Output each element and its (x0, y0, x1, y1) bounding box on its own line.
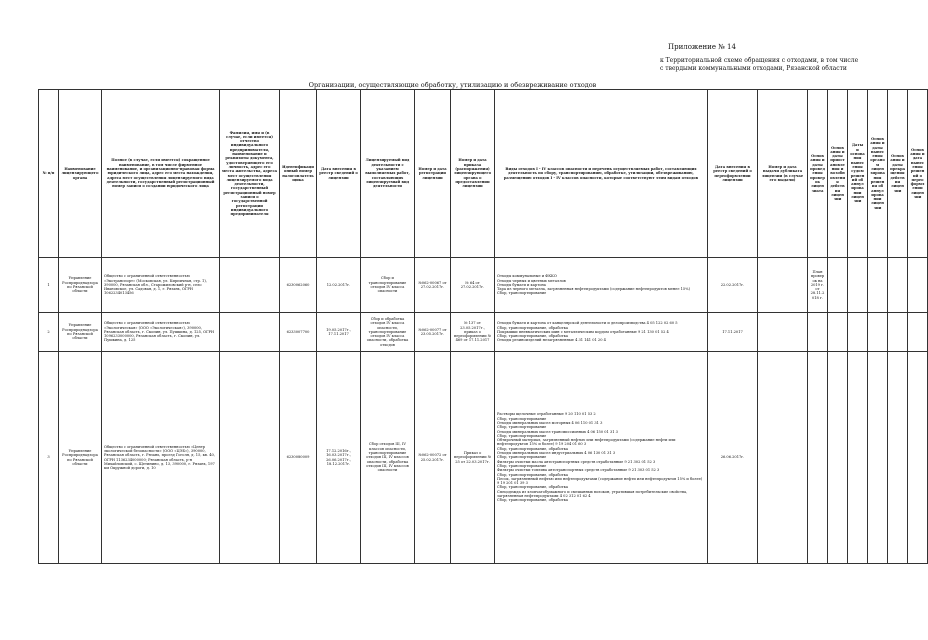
row-number: 1 (39, 258, 59, 313)
header-cell: № п/п (39, 90, 59, 258)
agency-cell: Управление Росприроднадзора по Рязанской области (59, 258, 102, 313)
waste-line: Сбор, транспортирование, обработка (497, 485, 569, 490)
annulment-cell (868, 352, 888, 564)
activity-cell: Сбор и обработка отходов IV класса опасности, транспортирование отходов IV класса опасности, обработка отходов (361, 313, 415, 352)
license-number-cell: №062-00072 от 25.02.2017г. (415, 352, 451, 564)
waste-line: Отходы черных и цветных металлов (497, 278, 566, 283)
order-cell: № 137 от 23.05.2017г., приказ о переоформлении № 469 от 17.11.2017 (451, 313, 495, 352)
agency-cell: Управление Росприроднадзора по Рязанской области (59, 352, 102, 564)
waste-line: Отходы минеральных масел трансмиссионных 4 06 150 01 31 3 (497, 429, 618, 434)
annulment-cell (868, 313, 888, 352)
waste-line: Сбор, транспортирование, обработка (497, 472, 569, 477)
duplicate-cell (758, 258, 808, 313)
row-number: 3 (39, 352, 59, 564)
inn-cell: 6230062060 (280, 258, 317, 313)
waste-line: Растворы щелочные отработанные 9 20 110 01 53 2 (497, 412, 596, 417)
waste-line: Сбор, транспортирование (497, 463, 547, 468)
waste-line: Отходы минеральных масел моторных 4 06 110 01 31 3 (497, 420, 603, 425)
person-cell (220, 258, 280, 313)
organization-cell: Общество с ограниченной ответственностью «Экотранспорт» (Московская, ул. Кирпичная, стр. 1), 390000, Рязанская обл., Старожиловский р-н, село Ивановское, ул. Садовая, д. 1, г. Рязань, ОГРН 1062234013456 (102, 258, 220, 313)
inn-cell: 6233007700 (280, 313, 317, 352)
waste-line: Покрышки пневматических шин с металлическим кордом отработанные 9 21 130 01 52 4 (497, 329, 669, 334)
person-cell (220, 352, 280, 564)
duplicate-cell (758, 352, 808, 564)
organization-cell: Общество с ограниченной ответственностью «Центр экологической безопасности» (ООО «ЦЭБ»), 390000, Рязанская область, г. Рязань, проезд Гоголя, д. 15, кв. 40, ОГРН 1136234000000; Рязанская область, р-н Михайловский, с. Щетинино, д. 13, 390000, г. Рязань, 197 км Окружной дороги, д. 10 (102, 352, 220, 564)
waste-line: Фильтры очистки топлива автотранспортных средств отработанные 9 21 303 01 52 3 (497, 468, 660, 473)
date-registered-cell: 19.05.2017г., 17.11.2017 (317, 313, 361, 352)
suspension-cell (828, 352, 848, 564)
waste-line: Сбор, транспортирование (497, 433, 547, 438)
licenses-table (38, 89, 928, 564)
order-cell: № 64 от 27.02.2017г. (451, 258, 495, 313)
header-cell: Основания и даты прекращения действия лицензии (888, 90, 908, 258)
table-row (39, 352, 928, 564)
waste-line: Отходы резиноизделий незагрязненные 4 31 141 01 20 4 (497, 338, 606, 343)
waste-line: Сбор, транспортирование (497, 416, 547, 421)
license-number-cell: №062-00067 от 27.02.2017г. (415, 258, 451, 313)
waste-types-cell (495, 352, 708, 564)
agency-cell: Управление Росприроднадзора по Рязанской области (59, 313, 102, 352)
inspections-cell (808, 352, 828, 564)
waste-types-cell (495, 258, 708, 313)
suspension-cell (828, 258, 848, 313)
header-cell: Основания и даты приостановления и возобновления действия лицензии (828, 90, 848, 258)
header-cell: Дата внесения в реестр сведений о переоформлении лицензии (708, 90, 758, 258)
reissue-date-cell: 22.02.2017г. (708, 258, 758, 313)
termination-cell (888, 313, 908, 352)
header-cell: Основания и даты проведения проверок лицензиата (808, 90, 828, 258)
waste-types-cell (495, 313, 708, 352)
row-number: 2 (39, 313, 59, 352)
annulment-cell (868, 258, 888, 313)
header-cell: Полное (в случае, если имеется) сокращенное наименование, в том числе фирменное наименование, и организационно-правовая форма юридического лица, адрес его места нахождения, адреса мест осуществления лицензируемого вида деятельности, государственный регистрационный номер записи о создании юридического лица (102, 90, 220, 258)
header-cell: Идентификационный номер налогоплательщика (280, 90, 317, 258)
header-cell: Основания и даты вынесения органом лицензирования решения об аннулировании лицензии (868, 90, 888, 258)
table-header-row (39, 90, 928, 258)
waste-line: Сбор, транспортирование (497, 455, 547, 460)
waste-line: Отходы бумаги и картона (497, 282, 546, 287)
court-cell (848, 313, 868, 352)
waste-line: Сбор, транспортирование, обработка (497, 498, 569, 503)
header-cell: Наименование лицензирующего органа (59, 90, 102, 258)
appendix-title: Приложение № 14 (668, 43, 736, 51)
waste-line: Сбор, транспортирование, обработка (497, 325, 569, 330)
termination-cell (888, 258, 908, 313)
waste-line: Сбор, транспортирование, обработка (497, 334, 569, 339)
header-cell: Дата внесения в реестр сведений о лицензии (317, 90, 361, 258)
document-title: Организации, осуществляющие обработку, утилизацию и обезвреживание отходов (308, 81, 597, 89)
header-cell: Даты и основания вынесения судом решений об аннулировании лицензии (848, 90, 868, 258)
reissue-basis-cell (908, 352, 928, 564)
duplicate-cell (758, 313, 808, 352)
inn-cell: 6230080009 (280, 352, 317, 564)
organization-cell: Общество с ограниченной ответственностью «Экологическая» (ООО «Экологическая»), 390000, Рязанская область, г. Скопин, ул. Пушкина, д. 125, ОГРН 1096233000000, Рязанская область, г. Скопин, ул. Пушкина, д. 125 (102, 313, 220, 352)
header-cell: Фамилия, имя и (в случае, если имеется) отчество индивидуального предпринимателя, наименование и реквизиты документа, удостоверяющего его личность, адрес его места жительства, адреса мест осуществления лицензируемого вида деятельности, государственный регистрационный номер записи о государственной регистрации индивидуального предпринимателя (220, 90, 280, 258)
waste-line: Спецодежда из хлопчатобумажного и смешанных волокон, утратившая потребительские свойства, загрязненная нефтепродуктами 4 02 312 01 62 4 (497, 489, 688, 499)
header-cell: Номер и дата приказа (распоряжения) лицензирующего органа о предоставлении лицензии (451, 90, 495, 258)
waste-line: Тара из черного металла, загрязненная нефтепродуктами (содержание нефтепродуктов менее 15%) (497, 287, 690, 292)
activity-cell: Сбор и транспортирование отходов IV класса опасности (361, 258, 415, 313)
inspections-cell: План проверок на 2019 г. от 28.11.2018 г. (808, 258, 828, 313)
person-cell (220, 313, 280, 352)
header-cell: Лицензируемый вид деятельности с указанием выполняемых работ, составляющих лицензируемый вид деятельности (361, 90, 415, 258)
order-cell: Приказ о переоформлении № 25 от 22.03.2017г. (451, 352, 495, 564)
waste-line: Отходы коммунальные и ФККО (497, 274, 557, 279)
appendix-block (660, 43, 865, 73)
suspension-cell (828, 313, 848, 352)
termination-cell (888, 352, 908, 564)
table-row (39, 258, 928, 313)
activity-cell: Сбор отходов III, IV классов опасности, транспортирование отходов III, IV классов опасности, обработка отходов III, IV классов опасности (361, 352, 415, 564)
waste-line: Песок, загрязненный нефтью или нефтепродуктами (содержание нефти или нефтепродуктов 15% и более) 9 19 201 01 39 3 (497, 476, 703, 486)
waste-line: Отходы бумаги и картона от канцелярской деятельности и делопроизводства 4 05 122 02 60 5 (497, 321, 678, 326)
license-number-cell: №062-00077 от 23.05.2017г. (415, 313, 451, 352)
waste-line: Сбор, транспортирование (497, 425, 547, 430)
court-cell (848, 352, 868, 564)
inspections-cell (808, 313, 828, 352)
appendix-line: к Территориальной схеме обращения с отходами, в том числе (660, 57, 859, 64)
date-registered-cell: 12.02.2017г. (317, 258, 361, 313)
header-cell: Основания и дата вынесения решений о переоформлении лицензии (908, 90, 928, 258)
header-cell: Виды отходов I - IV классов опасности и перечень осуществляемых работ, составляющих деятельность по сбору, транспортированию, обработке, утилизации, обезвреживанию, размещению отходов I - IV классов опасности, которые соответствуют этим видам отходов (495, 90, 708, 258)
reissue-basis-cell (908, 258, 928, 313)
waste-line: Обтирочный материал, загрязненный нефтью или нефтепродуктами (содержание нефти или нефтепродуктов 15% и более) 9 19 204 01 60 3 (497, 438, 676, 447)
reissue-basis-cell (908, 313, 928, 352)
header-cell: Номер и дата регистрации лицензии (415, 90, 451, 258)
table-row (39, 313, 928, 352)
waste-line: Фильтры очистки масла автотранспортных средств отработанные 9 21 302 01 52 3 (497, 459, 656, 464)
waste-line: Сбор, транспортирование, обработка (497, 446, 569, 451)
waste-line: Сбор, транспортирование (497, 291, 547, 296)
waste-line: Отходы минеральных масел индустриальных 4 06 130 01 31 3 (497, 451, 616, 456)
date-registered-cell: 17.12.2016г., 16.03.2017г., 26.06.2017г., 18.12.2017г. (317, 352, 361, 564)
reissue-date-cell: 17.11.2017 (708, 313, 758, 352)
appendix-line: с твердыми коммунальными отходами, Рязанской области (660, 65, 847, 72)
reissue-date-cell: 26.06.2017г. (708, 352, 758, 564)
header-cell: Номер и дата выдачи дубликата лицензии (в случае его выдачи) (758, 90, 808, 258)
court-cell (848, 258, 868, 313)
